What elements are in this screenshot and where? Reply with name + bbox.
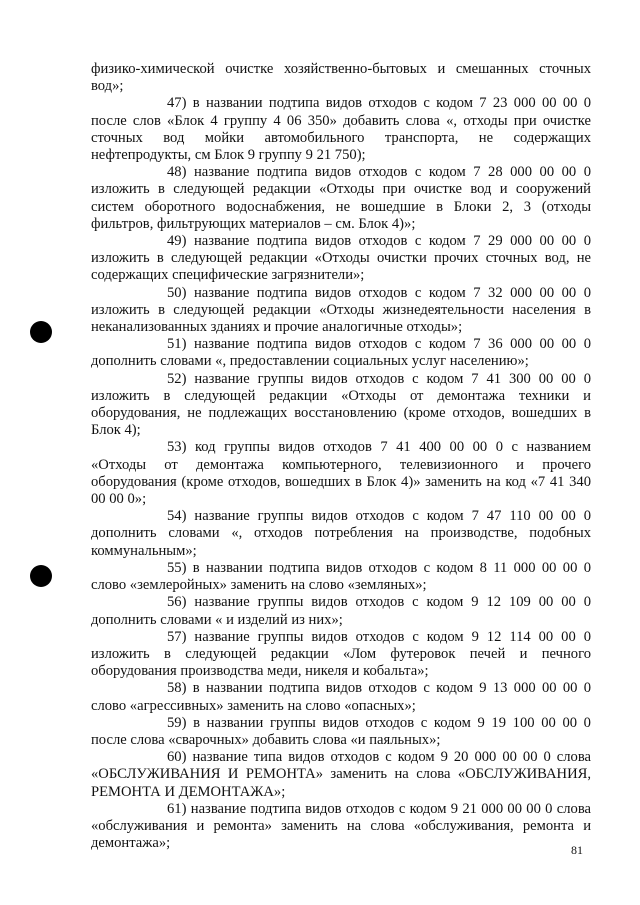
item-text: название подтипа видов отходов с кодом 7 32 000 00 00 0 изложить в следующей редакции «Отходы жизнедеятельности населения в неканализованных зданиях и прочие аналогичные отходы»; [91, 284, 591, 336]
list-item-61 [91, 801, 591, 853]
list-item-50 [91, 285, 591, 337]
list-item-52 [91, 371, 591, 440]
list-item-58 [91, 680, 591, 714]
item-number: 51) [167, 336, 187, 353]
list-item-60 [91, 749, 591, 801]
item-number: 52) [167, 370, 187, 387]
item-text: в названии подтипа видов отходов с кодом 8 11 000 00 00 0 слово «землеройных» заменить на слово «земляных»; [91, 559, 591, 594]
item-number: 57) [167, 628, 187, 645]
page-number: 81 [571, 843, 583, 857]
paragraph-intro: физико-химической очистке хозяйственно-бытовых и смешанных сточных вод»; [91, 61, 591, 95]
list-item-59 [91, 715, 591, 749]
item-number: 50) [167, 284, 187, 301]
item-text: название подтипа видов отходов с кодом 7 36 000 00 00 0 дополнить словами «, предоставлении социальных услуг населению»; [91, 336, 591, 370]
item-number: 53) [167, 439, 187, 456]
item-number: 54) [167, 508, 187, 525]
list-item-48 [91, 164, 591, 233]
list-item-56 [91, 594, 591, 628]
list-item-47 [91, 95, 591, 164]
punch-hole-top [30, 321, 52, 343]
list-item-54 [91, 508, 591, 560]
list-item-49 [91, 233, 591, 285]
item-number: 59) [167, 714, 187, 731]
item-number: 55) [167, 559, 187, 576]
list-item-57 [91, 629, 591, 681]
item-text: в названии подтипа видов отходов с кодом 9 13 000 00 00 0 слово «агрессивных» заменить на слово «опасных»; [91, 680, 591, 714]
item-text: название типа видов отходов с кодом 9 20 000 00 00 0 слова «ОБСЛУЖИВАНИЯ И РЕМОНТА» заменить на слова «ОБСЛУЖИВАНИЯ, РЕМОНТА И ДЕМОНТАЖА»; [91, 749, 591, 800]
item-number: 60) [167, 749, 187, 766]
item-number: 61) [167, 800, 187, 817]
punch-hole-bottom [30, 565, 52, 587]
body-text [91, 61, 591, 852]
list-item-51 [91, 336, 591, 370]
item-text: название группы видов отходов с кодом 9 12 109 00 00 0 дополнить словами « и изделий из них»; [91, 594, 591, 628]
item-text: название подтипа видов отходов с кодом 7 28 000 00 00 0 изложить в следующей редакции «Отходы при очистке вод и сооружений систем оборотного водоснабжения, не вошедшие в Блоки 2, 3 (отходы фильтров, фильтрующих материалов – см. Блок 4)»; [91, 164, 591, 232]
list-item-55 [91, 560, 591, 594]
item-text: название группы видов отходов с кодом 9 12 114 00 00 0 изложить в следующей редакции «Лом футеровок печей и печного оборудования производства меди, никеля и кобальта»; [91, 628, 591, 680]
item-number: 56) [167, 594, 187, 611]
item-text: в названии подтипа видов отходов с кодом 7 23 000 00 00 0 после слов «Блок 4 группу 4 06 350» добавить слова «, отходы при очистке сточных вод мойки автомобильного транспорта, не содержащих нефтепродукты, см Блок 9 группу 9 21 750); [91, 95, 591, 164]
item-number: 49) [167, 233, 187, 250]
item-text: название подтипа видов отходов с кодом 9 21 000 00 00 0 слова «обслуживания и ремонта» заменить на слова «обслуживания, ремонта и демонтажа»; [91, 800, 591, 852]
item-text: название группы видов отходов с кодом 7 41 300 00 00 0 изложить в следующей редакции «Отходы от демонтажа техники и оборудования, не подлежащих восстановлению (кроме отходов, вошедших в Блок 4); [91, 370, 591, 439]
list-item-53 [91, 439, 591, 508]
item-text: название подтипа видов отходов с кодом 7 29 000 00 00 0 изложить в следующей редакции «Отходы очистки прочих сточных вод, не содержащих специфические загрязнители»; [91, 233, 591, 284]
item-text: код группы видов отходов 7 41 400 00 00 0 с названием «Отходы от демонтажа компьютерного, телевизионного и прочего оборудования (кроме отходов, вошедших в Блок 4)» заменить на код «7 41 340 00 00 0»; [91, 439, 591, 508]
item-number: 58) [167, 680, 187, 697]
item-text: в названии группы видов отходов с кодом 9 19 100 00 00 0 после слова «сварочных» добавить слова «и паяльных»; [91, 714, 591, 748]
item-text: название группы видов отходов с кодом 7 47 110 00 00 0 дополнить словами «, отходов потребления на производстве, подобных коммунальным»; [91, 508, 591, 559]
item-number: 48) [167, 164, 187, 181]
item-number: 47) [167, 95, 187, 112]
